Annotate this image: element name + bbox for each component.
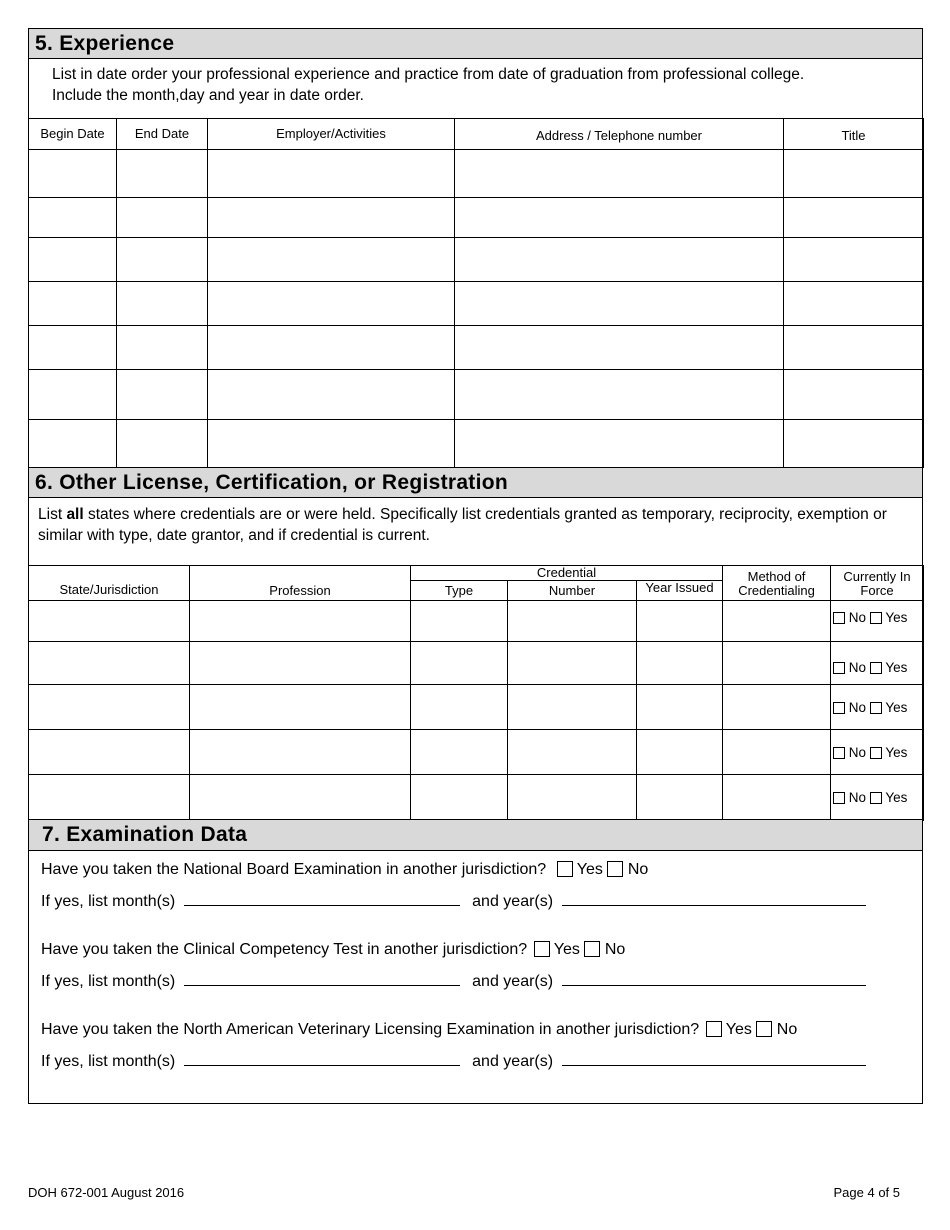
years-input[interactable] xyxy=(562,971,866,986)
yes-checkbox[interactable] xyxy=(557,861,573,877)
yes-checkbox[interactable] xyxy=(870,702,882,714)
yes-checkbox[interactable] xyxy=(534,941,550,957)
number-cell[interactable] xyxy=(508,685,637,730)
number-cell[interactable] xyxy=(508,601,637,642)
col-type: Type xyxy=(411,581,508,601)
yes-checkbox[interactable] xyxy=(870,612,882,624)
section-5-title: 5. Experience xyxy=(35,31,175,55)
months-input[interactable] xyxy=(184,971,460,986)
years-input[interactable] xyxy=(562,891,866,906)
address-cell[interactable] xyxy=(455,282,784,326)
section-6-intro xyxy=(38,504,908,546)
employer-cell[interactable] xyxy=(208,150,455,198)
year-issued-cell[interactable] xyxy=(637,685,723,730)
title-cell[interactable] xyxy=(784,420,924,468)
title-cell[interactable] xyxy=(784,238,924,282)
experience-row xyxy=(29,326,924,370)
no-checkbox[interactable] xyxy=(833,702,845,714)
title-cell[interactable] xyxy=(784,282,924,326)
section-6-intro-post: states where credentials are or were held. Specifically list credentials granted as temporary, reciprocity, exemption or similar with type, date grantor, and if credential is current. xyxy=(38,506,887,544)
section-5-intro-line2: Include the month,day and year in date order. xyxy=(52,87,364,104)
page-number: Page 4 of 5 xyxy=(833,1185,900,1200)
begin-date-cell[interactable] xyxy=(29,198,117,238)
question-text: Have you taken the North American Veterinary Licensing Examination in another jurisdiction? xyxy=(41,1021,700,1038)
col-credential: Credential xyxy=(411,566,723,581)
yes-checkbox[interactable] xyxy=(870,662,882,674)
months-input[interactable] xyxy=(184,1051,460,1066)
license-row xyxy=(29,730,924,775)
experience-row xyxy=(29,150,924,198)
title-cell[interactable] xyxy=(784,370,924,420)
experience-row xyxy=(29,198,924,238)
section-6-title: 6. Other License, Certification, or Registration xyxy=(35,470,508,494)
exam-question-3 xyxy=(41,1021,797,1039)
no-label: No xyxy=(776,1021,798,1038)
no-checkbox[interactable] xyxy=(584,941,600,957)
employer-cell[interactable] xyxy=(208,420,455,468)
method-cell[interactable] xyxy=(723,775,831,821)
title-cell[interactable] xyxy=(784,326,924,370)
year-issued-cell[interactable] xyxy=(637,642,723,685)
no-checkbox[interactable] xyxy=(833,662,845,674)
section-6-intro-pre: List xyxy=(38,506,67,523)
end-date-cell[interactable] xyxy=(117,282,208,326)
address-cell[interactable] xyxy=(455,198,784,238)
in-force-cell: No Yes xyxy=(831,601,924,642)
license-row xyxy=(29,685,924,730)
begin-date-cell[interactable] xyxy=(29,326,117,370)
employer-cell[interactable] xyxy=(208,326,455,370)
yes-label: Yes xyxy=(553,941,580,958)
employer-cell[interactable] xyxy=(208,238,455,282)
begin-date-cell[interactable] xyxy=(29,420,117,468)
col-state: State/Jurisdiction xyxy=(29,566,190,601)
months-label: If yes, list month(s) xyxy=(41,893,176,910)
address-cell[interactable] xyxy=(455,326,784,370)
method-cell[interactable] xyxy=(723,685,831,730)
profession-cell[interactable] xyxy=(190,775,411,821)
state-cell[interactable] xyxy=(29,642,190,685)
in-force-cell: No Yes xyxy=(831,730,924,775)
no-checkbox[interactable] xyxy=(833,747,845,759)
year-issued-cell[interactable] xyxy=(637,601,723,642)
exam-answer-1 xyxy=(41,891,866,911)
license-row xyxy=(29,601,924,642)
state-cell[interactable] xyxy=(29,730,190,775)
begin-date-cell[interactable] xyxy=(29,282,117,326)
form-id: DOH 672-001 August 2016 xyxy=(28,1185,185,1200)
in-force-cell: No Yes xyxy=(831,685,924,730)
years-label: and year(s) xyxy=(472,1053,554,1070)
exam-answer-3 xyxy=(41,1051,866,1071)
number-cell[interactable] xyxy=(508,775,637,821)
no-label: No xyxy=(627,861,649,878)
question-text: Have you taken the National Board Examination in another jurisdiction? xyxy=(41,861,547,878)
end-date-cell[interactable] xyxy=(117,238,208,282)
question-text: Have you taken the Clinical Competency Test in another jurisdiction? xyxy=(41,941,528,958)
no-checkbox[interactable] xyxy=(833,792,845,804)
employer-cell[interactable] xyxy=(208,282,455,326)
years-label: and year(s) xyxy=(472,973,554,990)
end-date-cell[interactable] xyxy=(117,420,208,468)
months-label: If yes, list month(s) xyxy=(41,973,176,990)
yes-label: Yes xyxy=(725,1021,752,1038)
years-input[interactable] xyxy=(562,1051,866,1066)
address-cell[interactable] xyxy=(455,420,784,468)
no-checkbox[interactable] xyxy=(833,612,845,624)
state-cell[interactable] xyxy=(29,775,190,821)
years-label: and year(s) xyxy=(472,893,554,910)
experience-row xyxy=(29,238,924,282)
type-cell[interactable] xyxy=(411,685,508,730)
col-begin-date: Begin Date xyxy=(29,119,117,150)
col-profession: Profession xyxy=(190,566,411,601)
title-cell[interactable] xyxy=(784,150,924,198)
col-title: Title xyxy=(784,119,924,150)
employer-cell[interactable] xyxy=(208,198,455,238)
in-force-cell: No Yes xyxy=(831,775,924,821)
experience-table xyxy=(28,118,924,468)
employer-cell[interactable] xyxy=(208,370,455,420)
no-checkbox[interactable] xyxy=(607,861,623,877)
type-cell[interactable] xyxy=(411,642,508,685)
begin-date-cell[interactable] xyxy=(29,150,117,198)
begin-date-cell[interactable] xyxy=(29,370,117,420)
type-cell[interactable] xyxy=(411,775,508,821)
col-method: Method of Credentialing xyxy=(723,566,831,601)
end-date-cell[interactable] xyxy=(117,326,208,370)
state-cell[interactable] xyxy=(29,601,190,642)
begin-date-cell[interactable] xyxy=(29,238,117,282)
in-force-cell: No Yes xyxy=(831,642,924,685)
method-cell[interactable] xyxy=(723,642,831,685)
section-5-intro xyxy=(52,64,912,106)
license-row xyxy=(29,775,924,821)
profession-cell[interactable] xyxy=(190,730,411,775)
yes-checkbox[interactable] xyxy=(706,1021,722,1037)
section-6-intro-bold: all xyxy=(66,506,84,523)
col-year-issued: Year Issued xyxy=(637,581,723,601)
type-cell[interactable] xyxy=(411,730,508,775)
end-date-cell[interactable] xyxy=(117,370,208,420)
license-table xyxy=(28,565,924,821)
exam-answer-2 xyxy=(41,971,866,991)
type-cell[interactable] xyxy=(411,601,508,642)
no-label: No xyxy=(604,941,626,958)
months-input[interactable] xyxy=(184,891,460,906)
state-cell[interactable] xyxy=(29,685,190,730)
year-issued-cell[interactable] xyxy=(637,730,723,775)
col-number: Number xyxy=(508,581,637,601)
experience-row xyxy=(29,282,924,326)
section-5-intro-line1: List in date order your professional experience and practice from date of graduation from professional college. xyxy=(52,66,805,83)
address-cell[interactable] xyxy=(455,150,784,198)
profession-cell[interactable] xyxy=(190,601,411,642)
yes-checkbox[interactable] xyxy=(870,792,882,804)
yes-checkbox[interactable] xyxy=(870,747,882,759)
col-end-date: End Date xyxy=(117,119,208,150)
title-cell[interactable] xyxy=(784,198,924,238)
license-row xyxy=(29,642,924,685)
months-label: If yes, list month(s) xyxy=(41,1053,176,1070)
profession-cell[interactable] xyxy=(190,685,411,730)
exam-question-2 xyxy=(41,941,625,959)
end-date-cell[interactable] xyxy=(117,150,208,198)
col-address: Address / Telephone number xyxy=(455,119,784,150)
no-checkbox[interactable] xyxy=(756,1021,772,1037)
year-issued-cell[interactable] xyxy=(637,775,723,821)
experience-row xyxy=(29,370,924,420)
end-date-cell[interactable] xyxy=(117,198,208,238)
section-7-header xyxy=(28,819,923,851)
yes-label: Yes xyxy=(576,861,603,878)
experience-row xyxy=(29,420,924,468)
address-cell[interactable] xyxy=(455,370,784,420)
number-cell[interactable] xyxy=(508,642,637,685)
section-6-header xyxy=(28,467,923,498)
section-7-title: 7. Examination Data xyxy=(42,823,248,846)
address-cell[interactable] xyxy=(455,238,784,282)
col-in-force: Currently In Force xyxy=(831,566,924,601)
method-cell[interactable] xyxy=(723,601,831,642)
method-cell[interactable] xyxy=(723,730,831,775)
number-cell[interactable] xyxy=(508,730,637,775)
profession-cell[interactable] xyxy=(190,642,411,685)
col-employer: Employer/Activities xyxy=(208,119,455,150)
section-5-header xyxy=(28,28,923,59)
exam-question-1 xyxy=(41,861,648,879)
